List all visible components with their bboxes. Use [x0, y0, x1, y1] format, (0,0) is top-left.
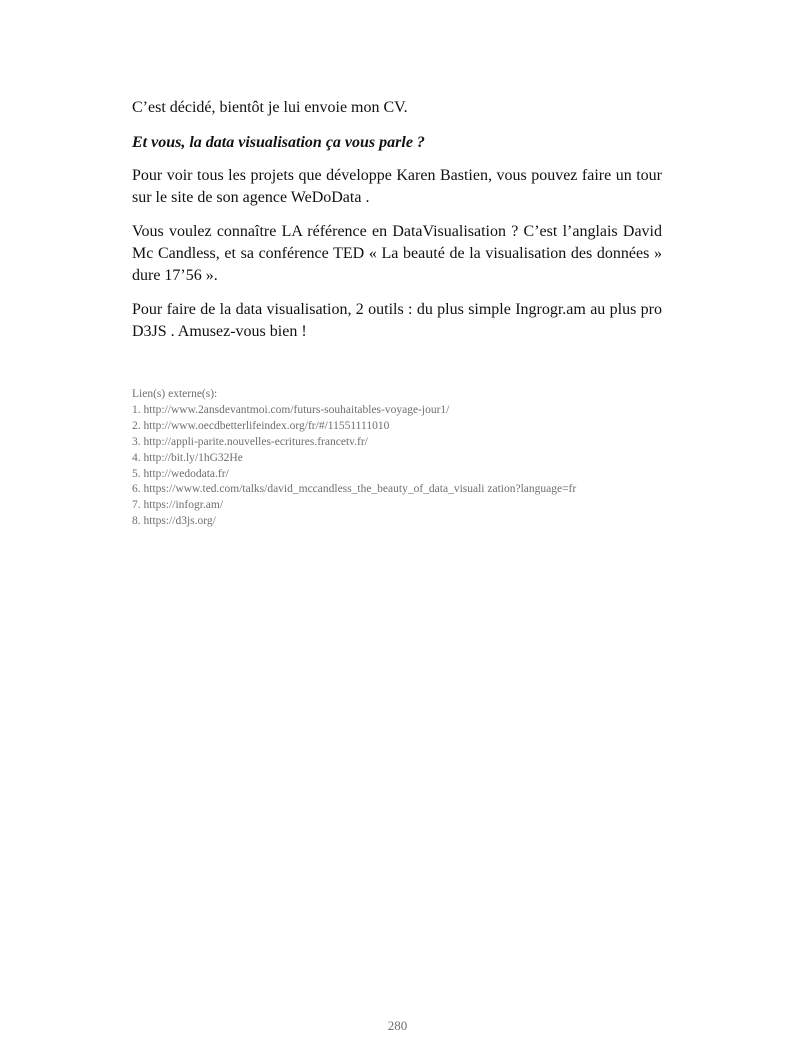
- external-links: [132, 387, 692, 530]
- paragraph-cv: C’est décidé, bientôt je lui envoie mon CV.: [132, 99, 408, 116]
- link-item[interactable]: 1. http://www.2ansdevantmoi.com/futurs-souhaitables-voyage-jour1/: [132, 403, 450, 416]
- link-item[interactable]: 8. https://d3js.org/: [132, 515, 216, 528]
- link-item[interactable]: 6. https://www.ted.com/talks/david_mccandless_the_beauty_of_data_visuali zation?language=fr: [132, 483, 577, 496]
- paragraph-question: Et vous, la data visualisation ça vous parle ?: [132, 134, 425, 151]
- paragraph-tools: Pour faire de la data visualisation, 2 outils : du plus simple Ingrogr.am au plus pro D3JS . Amusez-vous bien !: [132, 301, 662, 340]
- paragraph-mccandless: Vous voulez connaître LA référence en DataVisualisation ? C’est l’anglais David Mc Candless, et sa conférence TED « La beauté de la visualisation des données » dure 17’56 ».: [132, 223, 662, 284]
- paragraph-wedodata: Pour voir tous les projets que développe Karen Bastien, vous pouvez faire un tour sur le site de son agence WeDoData .: [132, 167, 662, 206]
- links-heading: Lien(s) externe(s):: [132, 388, 218, 400]
- main-text: [132, 97, 662, 355]
- link-item[interactable]: 3. http://appli-parite.nouvelles-ecritures.francetv.fr/: [132, 435, 368, 448]
- link-item[interactable]: 7. https://infogr.am/: [132, 499, 224, 512]
- link-item[interactable]: 5. http://wedodata.fr/: [132, 467, 229, 480]
- link-item[interactable]: 4. http://bit.ly/1hG32He: [132, 451, 243, 464]
- link-item[interactable]: 2. http://www.oecdbetterlifeindex.org/fr/#/11551111010: [132, 419, 390, 432]
- page-number: 280: [387, 1018, 408, 1033]
